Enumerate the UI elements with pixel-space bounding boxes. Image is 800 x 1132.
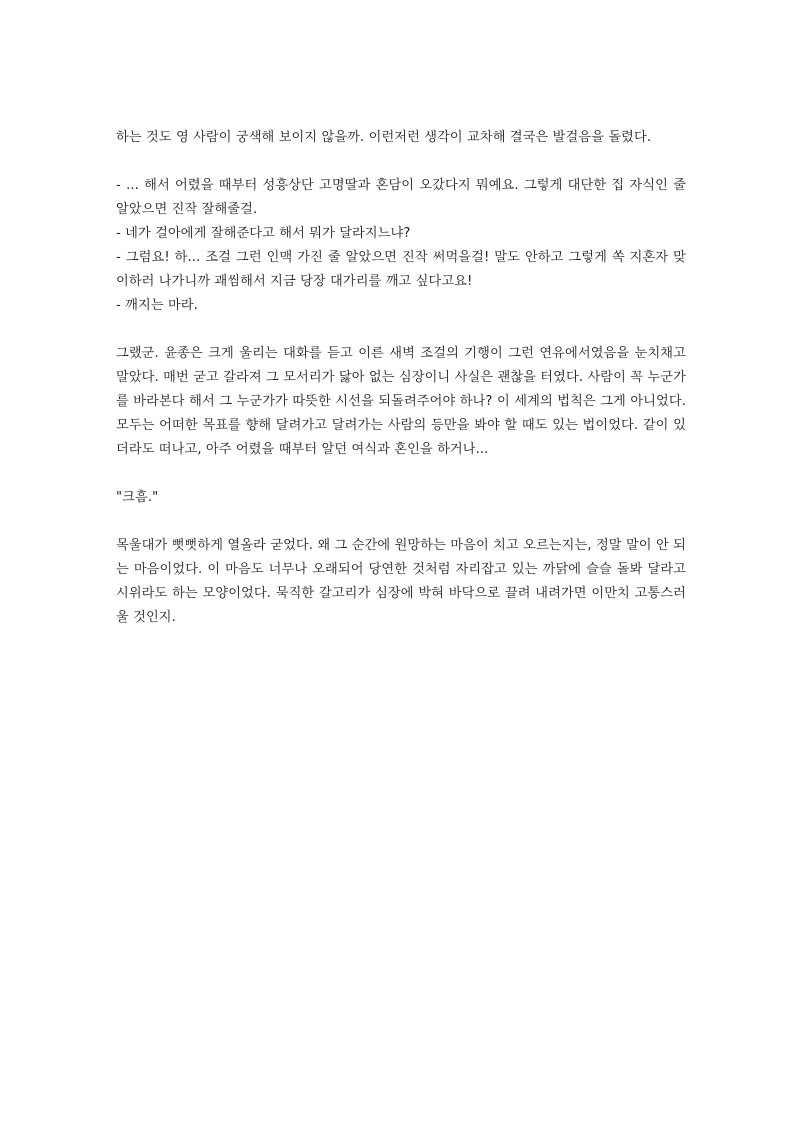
dialog-line-3: - 그럼요! 하... 조걸 그런 인맥 가진 줄 알았으면 진작 써먹을걸! 말도 안하고 그렇게 쏙 지혼자 맞이하러 나가니까 괘씸해서 지금 당장 대가리를 깨고 싶다고요! (116, 250, 686, 289)
paragraph-2: 그랬군. 윤종은 크게 울리는 대화를 듣고 이른 새벽 조걸의 기행이 그런 연유에서였음을 눈치채고 말았다. 매번 굳고 갈라져 그 모서리가 닳아 없는 심장이니 사실은 괜찮을 터였다. 사람이 꼭 누군가를 바라본다 해서 그 누군가가 따뜻한 시선을 되돌려주어야 하나? 이 세계의 법칙은 그게 아니었다. 모두는 어떠한 목표를 향해 달려가고 달려가는 사람의 등만을 봐야 할 때도 있는 법이었다. 같이 있더라도 떠나고, 아주 어렸을 때부터 알던 여식과 혼인을 하거나... (116, 346, 686, 457)
paragraph-4: 목울대가 뻣뻣하게 열올라 굳었다. 왜 그 순간에 원망하는 마음이 치고 오르는지는, 정말 말이 안 되는 마음이었다. 이 마음도 너무나 오래되어 당연한 것처럼 자리잡고 있는 까닭에 슬슬 돌봐 달라고 시위라도 하는 모양이었다. 묵직한 갈고리가 심장에 박혀 바닥으로 끌려 내려가면 이만치 고통스러울 것인지. (116, 538, 686, 625)
document-body (116, 126, 686, 630)
dialog-line-2: - 네가 걸아에게 잘해준다고 해서 뭐가 달라지느냐? (116, 226, 411, 241)
dialog-block (116, 174, 686, 318)
dialog-line-1: - ... 해서 어렸을 때부터 성흥상단 고명딸과 혼담이 오갔다지 뭐예요. 그렇게 대단한 집 자식인 줄 알았으면 진작 잘해줄걸. (116, 178, 686, 217)
paragraph-1: 하는 것도 영 사람이 궁색해 보이지 않을까. 이런저런 생각이 교차해 결국은 발걸음을 돌렸다. (116, 130, 652, 145)
paragraph-3: "크흠." (116, 490, 159, 505)
dialog-line-4: - 깨지는 마라. (116, 298, 198, 313)
